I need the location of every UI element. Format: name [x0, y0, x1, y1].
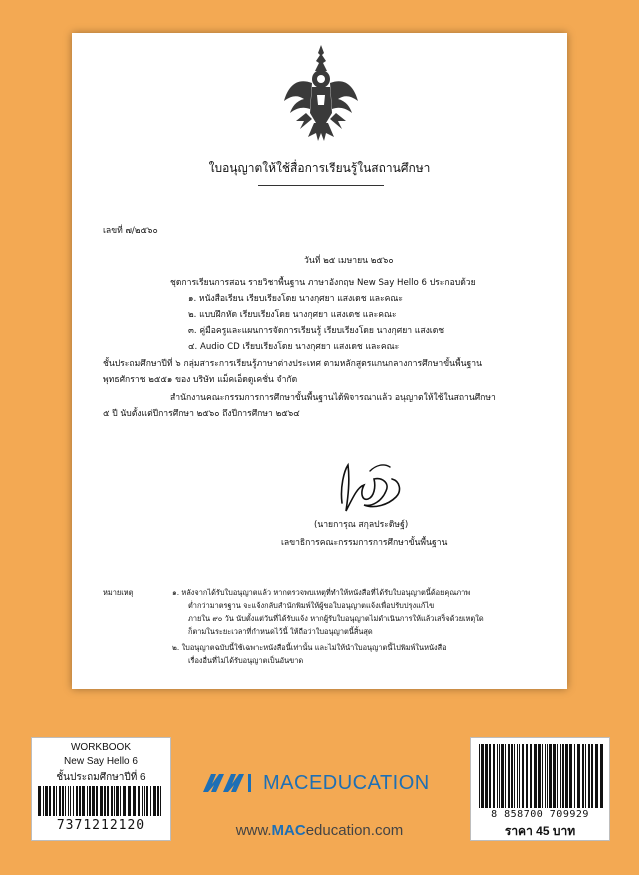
price-label: ราคา 45 บาท	[504, 824, 576, 838]
barcode-bar	[493, 744, 495, 808]
barcode-bar	[595, 744, 598, 808]
barcode-bar	[577, 744, 580, 808]
issue-date: วันที่ ๒๕ เมษายน ๒๕๖๐	[304, 256, 394, 266]
barcode-bar	[142, 786, 143, 816]
barcode-bar	[588, 744, 590, 808]
document-title: ใบอนุญาตให้ใช้สื่อการเรียนรู้ในสถานศึกษา	[208, 161, 431, 175]
license-document	[72, 33, 567, 689]
barcode-bar	[499, 744, 500, 808]
barcode-bar	[49, 786, 51, 816]
list-item: ๓. คู่มือครูและแผนการจัดการเรียนรู้ เรียบเรียงโดย นางกุศยา แสงเดช	[188, 326, 445, 336]
isbn-number: 8 858700 709929	[491, 809, 589, 820]
barcode-bar	[485, 744, 488, 808]
barcode-bar	[553, 744, 556, 808]
barcode-bar	[565, 744, 568, 808]
body-line: ชั้นประถมศึกษาปีที่ ๖ กลุ่มสาระการเรียนรู้ภาษาต่างประเทศ ตามหลักสูตรแกนกลางการศึกษาขั้นพื้นฐาน	[103, 359, 482, 369]
note-line: ก็ตามในระยะเวลาที่กำหนดไว้นี้ ให้ถือว่าใบอนุญาตนี้สิ้นสุด	[188, 627, 373, 636]
barcode-bar	[569, 744, 572, 808]
barcode-bar	[62, 786, 64, 816]
barcode-bar	[497, 744, 498, 808]
barcode-bar	[150, 786, 151, 816]
barcode-bar	[545, 744, 546, 808]
barcode-bar	[530, 744, 532, 808]
barcode-bar	[514, 744, 515, 808]
signer-title: เลขาธิการคณะกรรมการการศึกษาขั้นพื้นฐาน	[281, 538, 448, 548]
title-divider	[258, 185, 384, 186]
barcode-bar	[43, 786, 44, 816]
barcode-bar	[489, 744, 491, 808]
barcode-bar	[542, 744, 543, 808]
barcode-bar	[582, 744, 584, 808]
license-number: เลขที่ ๗/๒๕๖๐	[103, 226, 158, 236]
barcode-bar	[534, 744, 537, 808]
barcode-bar	[89, 786, 91, 816]
barcode-bar	[157, 786, 159, 816]
body-line: พุทธศักราช ๒๕๕๑ ของ บริษัท แม็คเอ็ดดูเคชั่น จำกัด	[103, 375, 298, 385]
workbook-barcode	[38, 786, 164, 816]
signature	[334, 457, 406, 517]
barcode-bar	[123, 786, 126, 816]
barcode-bar	[511, 744, 513, 808]
barcode-bar	[138, 786, 140, 816]
url-brand: MAC	[271, 822, 306, 839]
barcode-bar	[53, 786, 55, 816]
barcode-bar	[557, 744, 558, 808]
barcode-bar	[562, 744, 564, 808]
url-prefix: www.	[235, 822, 272, 839]
barcode-bar	[111, 786, 113, 816]
barcode-bar	[107, 786, 109, 816]
barcode-bar	[116, 786, 119, 816]
barcode-bar	[160, 786, 161, 816]
barcode-bar	[38, 786, 41, 816]
barcode-bar	[92, 786, 95, 816]
signer-name: (นายการุณ สกุลประดิษฐ์)	[314, 520, 409, 530]
barcode-bar	[519, 744, 520, 808]
workbook-type: WORKBOOK	[70, 742, 131, 753]
note-label: หมายเหตุ	[103, 588, 134, 597]
barcode-bar	[100, 786, 103, 816]
approval-line: ๕ ปี นับตั้งแต่ปีการศึกษา ๒๕๖๐ ถึงปีการศึกษา ๒๕๖๔	[103, 409, 300, 419]
barcode-bar	[133, 786, 136, 816]
mac-logo-icon	[203, 774, 253, 792]
barcode-bar	[128, 786, 131, 816]
note-line: ๑. หลังจากได้รับใบอนุญาตแล้ว หากตรวจพบเหตุที่ทำให้หนังสือที่ได้รับใบอนุญาตนี้ด้อยคุณภาพ	[172, 588, 471, 597]
barcode-bar	[59, 786, 61, 816]
barcode-bar	[68, 786, 69, 816]
intro-line: ชุดการเรียนการสอน รายวิชาพื้นฐาน ภาษาอังกฤษ New Say Hello 6 ประกอบด้วย	[170, 278, 476, 288]
barcode-bar	[73, 786, 74, 816]
barcode-bar	[144, 786, 145, 816]
barcode-bar	[505, 744, 506, 808]
url-suffix: education.com	[305, 822, 404, 839]
list-item: ๒. แบบฝึกหัด เรียบเรียงโดย นางกุศยา แสงเดช และคณะ	[188, 310, 397, 320]
barcode-bar	[479, 744, 480, 808]
barcode-bar	[538, 744, 541, 808]
workbook-code: 7371212120	[56, 818, 146, 833]
barcode-bar	[591, 744, 593, 808]
list-item: ๔. Audio CD เรียบเรียงโดย นางกุศยา แสงเดช และคณะ	[188, 342, 400, 352]
barcode-bar	[522, 744, 524, 808]
barcode-bar	[56, 786, 57, 816]
isbn-barcode	[479, 744, 603, 808]
barcode-bar	[585, 744, 586, 808]
workbook-grade: ชั้นประถมศึกษาปีที่ 6	[56, 772, 146, 783]
barcode-bar	[76, 786, 78, 816]
list-item: ๑. หนังสือเรียน เรียบเรียงโดย นางกุศยา แสงเดช และคณะ	[188, 294, 404, 304]
approval-line: สำนักงานคณะกรรมการการศึกษาขั้นพื้นฐานได้พิจารณาแล้ว อนุญาตให้ใช้ในสถานศึกษา	[170, 393, 496, 403]
barcode-bar	[501, 744, 504, 808]
barcode-bar	[560, 744, 561, 808]
barcode-bar	[70, 786, 71, 816]
barcode-bar	[508, 744, 510, 808]
note-line: เรื่องอื่นที่ไม่ได้รับอนุญาตเป็นอันขาด	[188, 656, 304, 665]
barcode-bar	[549, 744, 552, 808]
barcode-bar	[574, 744, 575, 808]
barcode-bar	[45, 786, 48, 816]
barcode-bar	[82, 786, 85, 816]
note-line: ๒. ใบอนุญาตฉบับนี้ใช้เฉพาะหนังสือนี้เท่านั้น และไม่ให้นำใบอนุญาตนี้ไปพิมพ์ในหนังสือ	[172, 643, 447, 652]
barcode-bar	[153, 786, 156, 816]
note-line: ภายใน ๙๐ วัน นับตั้งแต่วันที่ได้รับแจ้ง หากผู้รับใบอนุญาตไม่ดำเนินการให้แล้วเสร็จด้วยเหตุใด	[188, 614, 484, 623]
barcode-bar	[104, 786, 106, 816]
barcode-bar	[481, 744, 484, 808]
barcode-bar	[526, 744, 528, 808]
garuda-emblem	[282, 43, 360, 143]
barcode-bar	[547, 744, 548, 808]
barcode-bar	[120, 786, 121, 816]
website-url[interactable]	[0, 822, 639, 839]
workbook-title: New Say Hello 6	[64, 756, 138, 767]
barcode-bar	[114, 786, 115, 816]
barcode-bar	[79, 786, 81, 816]
note-line: ต่ำกว่ามาตรฐาน จะแจ้งกลับสำนักพิมพ์ให้ผู้ขอใบอนุญาตแจ้งเพื่อปรับปรุงแก้ไข	[188, 601, 435, 610]
barcode-bar	[146, 786, 148, 816]
barcode-bar	[600, 744, 603, 808]
barcode-bar	[517, 744, 518, 808]
barcode-bar	[96, 786, 98, 816]
barcode-bar	[65, 786, 66, 816]
barcode-bar	[87, 786, 88, 816]
logo-wordmark: MACEDUCATION	[263, 772, 430, 794]
